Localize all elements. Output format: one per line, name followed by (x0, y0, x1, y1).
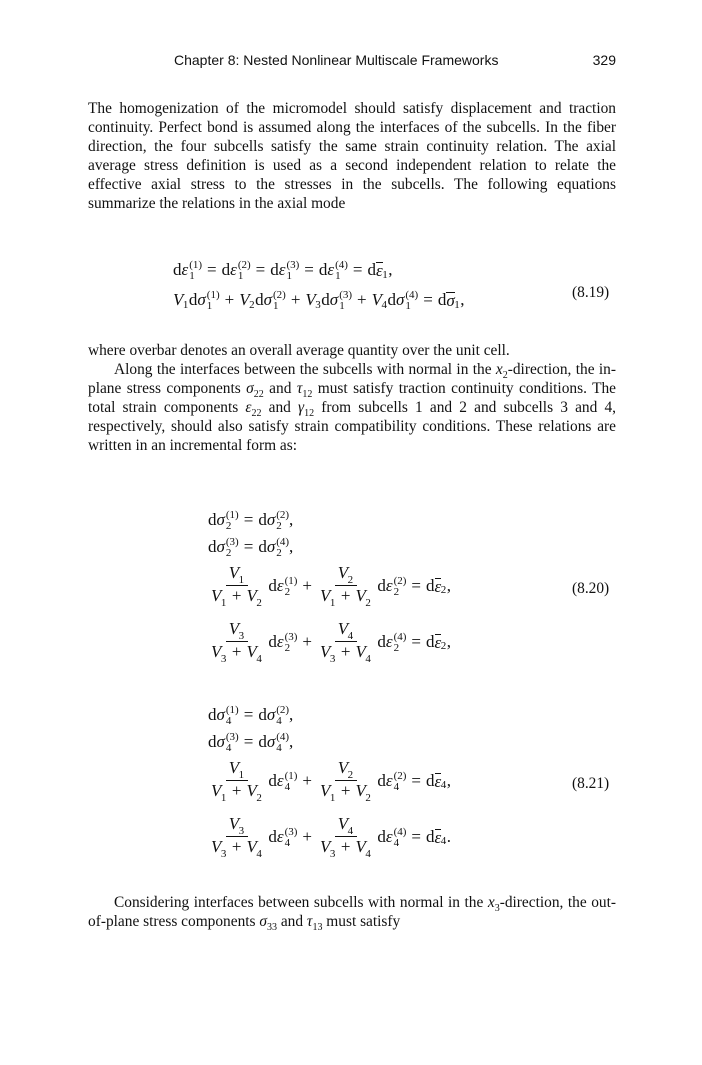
equation-8-19-line-1: d ε (1) 1 = d ε (2) 1 = d ε (3) 1 = d ε (4) 1 = d ε 1 , (173, 259, 393, 282)
equation-number-8-21: (8.21) (572, 775, 610, 792)
equation-8-20-line-3: $\frac{V_1}{V_1 + V_2}$ d ε (1) 2 + $\frac{V_2}{V_1 + V_2}$ d ε (2) 2 = d ε 2 , (211, 563, 451, 609)
equation-8-21-line-3: $\frac{V_1}{V_1 + V_2}$ d ε (1) 4 + $\frac{V_2}{V_1 + V_2}$ d ε (2) 4 = d ε 4 , (211, 758, 451, 804)
equation-number-8-20: (8.20) (572, 580, 610, 597)
paragraph-interfaces-x3: Considering interfaces between subcells with normal in the $x_3$-direction, the out-of-plane stress components $\sigma_{33}$ and $\tau_{13}$ must satisfy (88, 894, 617, 934)
equation-number-8-19: (8.19) (572, 284, 610, 301)
page-number: 329 (592, 52, 616, 68)
equation-8-20-line-4: $\frac{V_3}{V_3 + V_4}$ d ε (3) 2 + $\frac{V_4}{V_3 + V_4}$ d ε (4) 2 = d ε 2 , (211, 619, 451, 665)
equation-8-20-line-1: d σ (1) 2 = d σ (2) 2 , (208, 509, 294, 532)
equation-8-19-line-2: V 1 d σ (1) 1 + V 2 d σ (2) 1 + V 3 d σ (3) 1 + V 4 d σ (4) 1 = d σ 1 , (173, 289, 465, 312)
equation-8-21-line-4: $\frac{V_3}{V_3 + V_4}$ d ε (3) 4 + $\frac{V_4}{V_3 + V_4}$ d ε (4) 4 = d ε 4 . (211, 814, 451, 860)
running-head: Chapter 8: Nested Nonlinear Multiscale Frameworks (174, 52, 499, 68)
equation-8-21-line-2: d σ (3) 4 = d σ (4) 4 , (208, 731, 294, 754)
paragraph-interfaces-x2: Along the interfaces between the subcells with normal in the $x_2$-direction, the in-plane stress components $\sigma_{22}$ and $\tau_{12}$ must satisfy traction continuity conditions. The total strain components $\varepsilon_{22}$ and $\gamma_{12}$ from subcells 1 and 2 and subcells 3 and 4, respectively, should also satisfy strain compatibility conditions. These relations are written in an incremental form as: (88, 361, 617, 454)
equation-8-20-line-2: d σ (3) 2 = d σ (4) 2 , (208, 536, 294, 559)
paragraph-homogenization: The homogenization of the micromodel should satisfy displacement and traction continuity. Perfect bond is assumed along the interfaces of the subcells. In the fiber direction, the four subcells satisfy the same strain continuity relation. The axial average stress definition is used as a second independent relation to relate the effective axial stress to the stresses in the subcells. The following equations summarize the relations in the axial mode (88, 100, 616, 212)
paragraph-overbar: where overbar denotes an overall average quantity over the unit cell. (88, 342, 510, 359)
equation-8-21-line-1: d σ (1) 4 = d σ (2) 4 , (208, 704, 294, 727)
